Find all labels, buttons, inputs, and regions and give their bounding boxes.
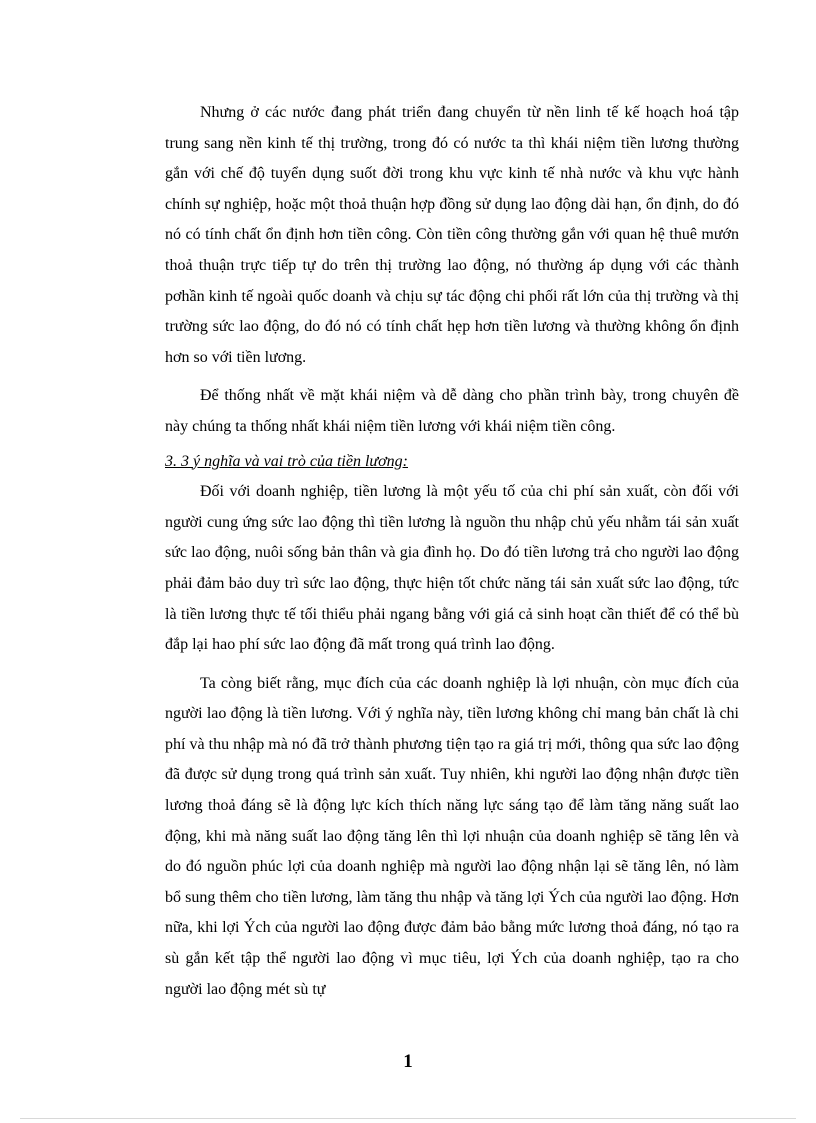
paragraph-wage-motivation: Ta còng biết rằng, mục đích của các doanh nghiệp là lợi nhuận, còn mục đích của người lao động là tiền lương. Với ý nghĩa này, tiền lương không chỉ mang bản chất là chi phí và thu nhập mà nó đã trở thành phương tiện tạo ra giá trị mới, thông qua sức lao động đã được sử dụng trong quá trình sản xuất. Tuy nhiên, khi người lao động nhận được tiền lương thoả đáng sẽ là động lực kích thích năng lực sáng tạo để làm tăng năng suất lao động, khi mà năng suất lao động tăng lên thì lợi nhuận của doanh nghiệp sẽ tăng lên và do đó nguồn phúc lợi của doanh nghiệp mà người lao động nhận lại sẽ tăng lên, nó làm bổ sung thêm cho tiền lương, làm tăng thu nhập và tăng lợi Ých của người lao động. Hơn nữa, khi lợi Ých của người lao động được đảm bảo bằng mức lương thoả đáng, nó tạo ra sù gắn kết tập thể người lao động vì mục tiêu, lợi Ých của doanh nghiệp, tạo ra cho người lao động mét sù tự <box>165 674 739 998</box>
page-body <box>165 98 739 1005</box>
paragraph-wage-vs-salary: Nhưng ở các nước đang phát triển đang chuyển từ nền linh tế kế hoạch hoá tập trung sang nền kinh tế thị trường, trong đó có nước ta thì khái niệm tiền lương thường gắn với chế độ tuyển dụng suốt đời trong khu vực kinh tế nhà nước và khu vực hành chính sự nghiệp, hoặc một thoả thuận hợp đồng sử dụng lao động dài hạn, ổn định, do đó nó có tính chất ổn định hơn tiền công. Còn tiền công thường gắn với quan hệ thuê mướn thoả thuận trực tiếp tự do trên thị trường lao động, nó thường áp dụng với các thành pơhần kinh tế ngoài quốc doanh và chịu sự tác động chi phối rất lớn của thị trường và thị trường sức lao động, do đó nó có tính chất hẹp hơn tiền lương và thường không ổn định hơn so với tiền lương. <box>165 104 739 366</box>
paragraph-unified-concept: Để thống nhất về mặt khái niệm và dễ dàng cho phần trình bày, trong chuyên đề này chúng ta thống nhất khái niệm tiền lương với khái niệm tiền công. <box>165 387 739 435</box>
page-bottom-divider <box>20 1118 796 1119</box>
paragraph-wage-role-enterprise: Đối với doanh nghiệp, tiền lương là một yếu tố của chi phí sản xuất, còn đối với người cung ứng sức lao động thì tiền lương là nguồn thu nhập chủ yếu nhằm tái sản xuất sức lao động, nuôi sống bản thân và gia đình họ. Do đó tiền lương trả cho người lao động phải đảm bảo duy trì sức lao động, thực hiện tốt chức năng tái sản xuất sức lao động, tức là tiền lương thực tế tối thiểu phải ngang bằng với giá cả sinh hoạt cần thiết để có thể bù đắp lại hao phí sức lao động đã mất trong quá trình lao động. <box>165 483 739 654</box>
section-heading: 3. 3 ý nghĩa và vai trò của tiền lương: <box>165 452 408 470</box>
page-number: 1 <box>403 1051 413 1072</box>
